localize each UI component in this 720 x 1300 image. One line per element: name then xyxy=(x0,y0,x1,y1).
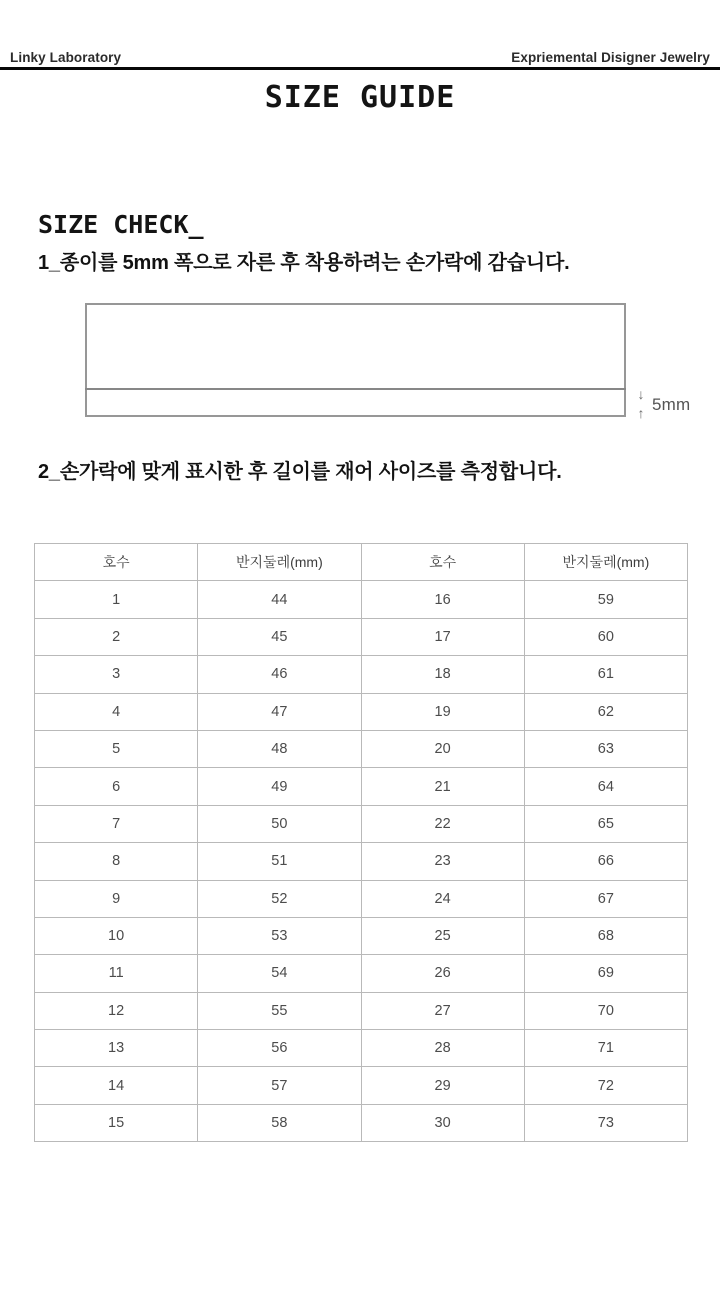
table-cell: 21 xyxy=(361,768,524,805)
table-cell: 67 xyxy=(524,880,687,917)
table-cell: 12 xyxy=(35,992,198,1029)
table-cell: 19 xyxy=(361,693,524,730)
table-cell: 54 xyxy=(198,955,361,992)
table-cell: 17 xyxy=(361,618,524,655)
table-cell: 73 xyxy=(524,1104,687,1141)
table-cell: 28 xyxy=(361,1030,524,1067)
table-row xyxy=(35,880,688,917)
table-cell: 24 xyxy=(361,880,524,917)
table-cell: 46 xyxy=(198,656,361,693)
arrow-up-icon: ↑ xyxy=(637,405,645,421)
table-row xyxy=(35,1030,688,1067)
table-row xyxy=(35,693,688,730)
paper-cut-line xyxy=(85,388,626,390)
table-cell: 11 xyxy=(35,955,198,992)
table-cell: 65 xyxy=(524,805,687,842)
instruction-step2: 2_손가락에 맞게 표시한 후 길이를 재어 사이즈를 측정합니다. xyxy=(38,461,562,483)
brand-tagline: Expriemental Disigner Jewelry xyxy=(511,50,710,65)
table-cell: 2 xyxy=(35,618,198,655)
table-row xyxy=(35,618,688,655)
table-cell: 9 xyxy=(35,880,198,917)
table-cell: 13 xyxy=(35,1030,198,1067)
table-cell: 50 xyxy=(198,805,361,842)
table-cell: 5 xyxy=(35,730,198,767)
table-cell: 26 xyxy=(361,955,524,992)
table-cell: 55 xyxy=(198,992,361,1029)
table-row xyxy=(35,768,688,805)
table-row xyxy=(35,843,688,880)
arrow-down-icon: ↓ xyxy=(637,386,645,402)
table-cell: 70 xyxy=(524,992,687,1029)
table-cell: 16 xyxy=(361,581,524,618)
column-header: 반지둘레(mm) xyxy=(198,544,361,581)
table-cell: 71 xyxy=(524,1030,687,1067)
table-row xyxy=(35,730,688,767)
table-row xyxy=(35,656,688,693)
table-cell: 4 xyxy=(35,693,198,730)
table-cell: 59 xyxy=(524,581,687,618)
size-check-heading: SIZE CHECK_ xyxy=(38,210,204,239)
table-cell: 60 xyxy=(524,618,687,655)
table-cell: 52 xyxy=(198,880,361,917)
instruction-step1: 1_종이를 5mm 폭으로 자른 후 착용하려는 손가락에 감습니다. xyxy=(38,252,570,274)
paper-strip-illustration xyxy=(0,303,720,423)
table-cell: 10 xyxy=(35,917,198,954)
table-cell: 48 xyxy=(198,730,361,767)
table-cell: 47 xyxy=(198,693,361,730)
table-cell: 62 xyxy=(524,693,687,730)
ring-size-table xyxy=(34,543,688,1142)
table-cell: 64 xyxy=(524,768,687,805)
table-cell: 56 xyxy=(198,1030,361,1067)
column-header: 호수 xyxy=(35,544,198,581)
table-cell: 30 xyxy=(361,1104,524,1141)
table-row xyxy=(35,581,688,618)
table-cell: 22 xyxy=(361,805,524,842)
table-cell: 27 xyxy=(361,992,524,1029)
size-table-body xyxy=(35,581,688,1142)
table-cell: 57 xyxy=(198,1067,361,1104)
table-cell: 72 xyxy=(524,1067,687,1104)
column-header: 반지둘레(mm) xyxy=(524,544,687,581)
table-row xyxy=(35,805,688,842)
table-cell: 3 xyxy=(35,656,198,693)
table-cell: 25 xyxy=(361,917,524,954)
masthead xyxy=(0,0,720,70)
table-cell: 45 xyxy=(198,618,361,655)
brand-name: Linky Laboratory xyxy=(10,50,122,65)
table-cell: 8 xyxy=(35,843,198,880)
table-cell: 6 xyxy=(35,768,198,805)
table-cell: 7 xyxy=(35,805,198,842)
table-cell: 63 xyxy=(524,730,687,767)
table-cell: 18 xyxy=(361,656,524,693)
table-cell: 44 xyxy=(198,581,361,618)
table-cell: 58 xyxy=(198,1104,361,1141)
table-cell: 49 xyxy=(198,768,361,805)
table-header-row xyxy=(35,544,688,581)
column-header: 호수 xyxy=(361,544,524,581)
table-row xyxy=(35,1067,688,1104)
table-cell: 14 xyxy=(35,1067,198,1104)
table-cell: 53 xyxy=(198,917,361,954)
table-row xyxy=(35,1104,688,1141)
table-cell: 68 xyxy=(524,917,687,954)
table-row xyxy=(35,955,688,992)
table-cell: 69 xyxy=(524,955,687,992)
strip-width-label: 5mm xyxy=(652,395,691,414)
page-title: SIZE GUIDE xyxy=(264,80,456,115)
paper-rectangle xyxy=(85,303,626,417)
table-cell: 15 xyxy=(35,1104,198,1141)
table-row xyxy=(35,917,688,954)
table-cell: 66 xyxy=(524,843,687,880)
table-cell: 29 xyxy=(361,1067,524,1104)
table-cell: 20 xyxy=(361,730,524,767)
table-cell: 1 xyxy=(35,581,198,618)
table-cell: 23 xyxy=(361,843,524,880)
table-cell: 61 xyxy=(524,656,687,693)
table-cell: 51 xyxy=(198,843,361,880)
table-row xyxy=(35,992,688,1029)
